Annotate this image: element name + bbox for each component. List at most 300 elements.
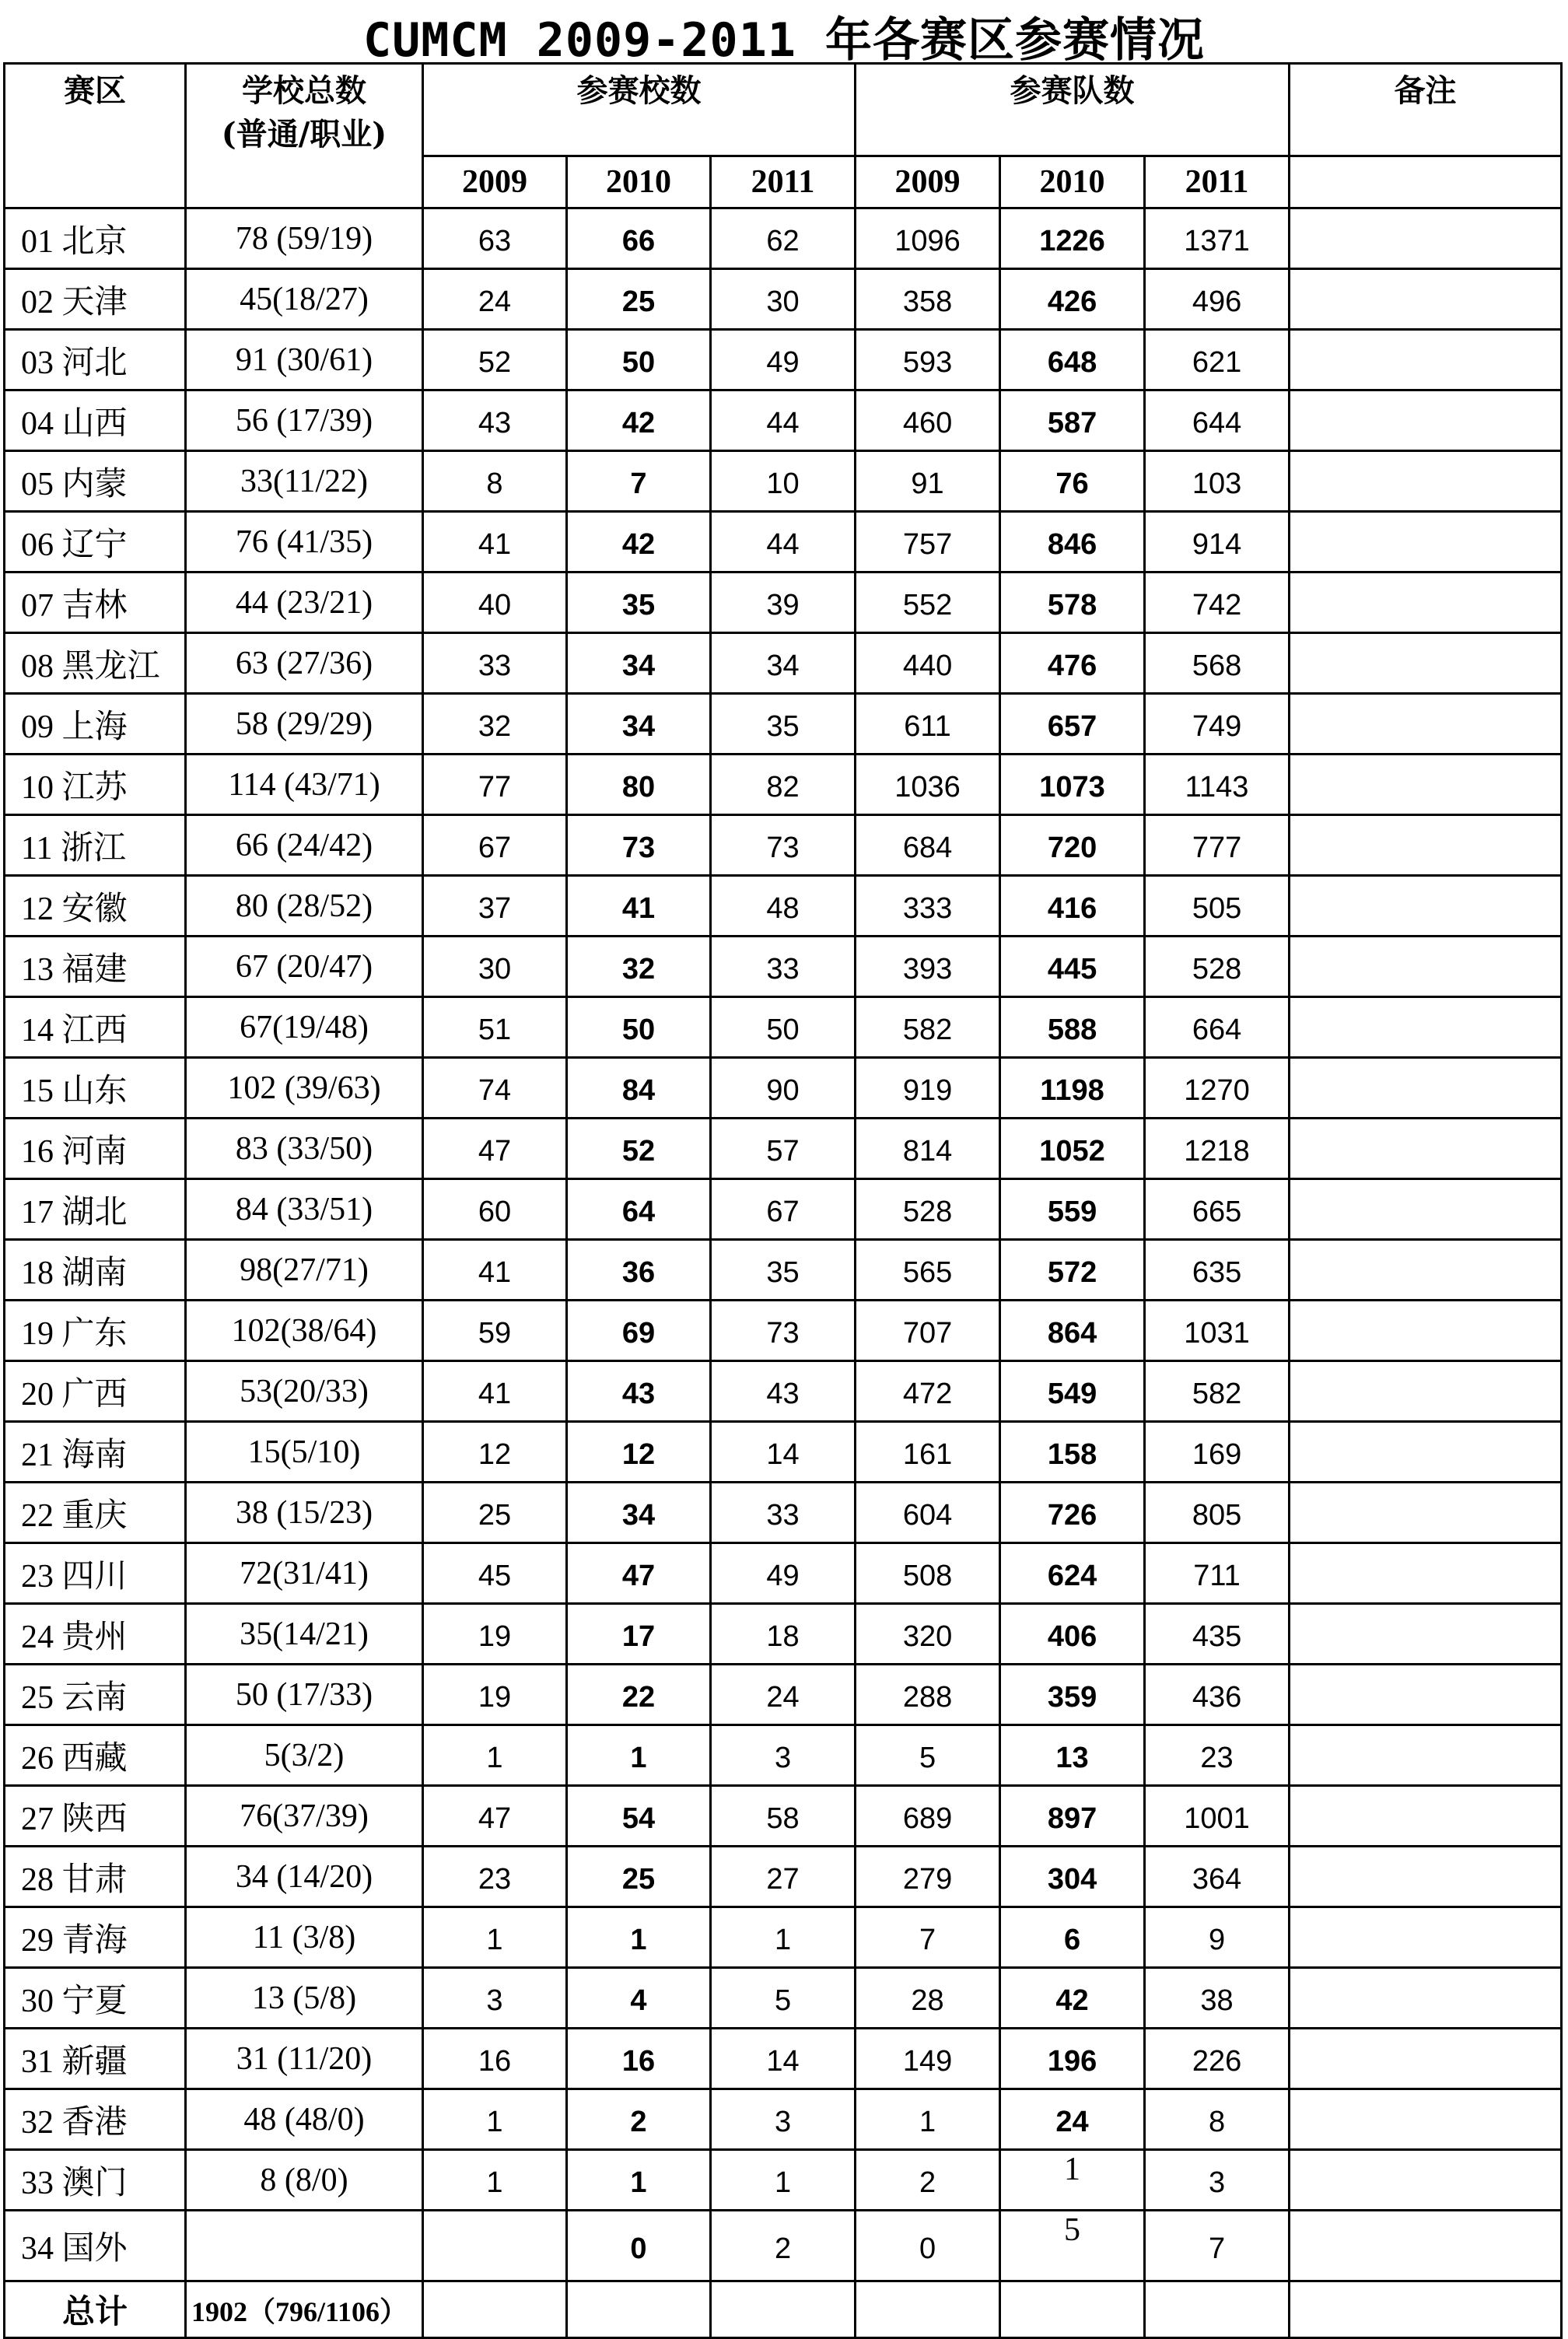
teams-2010-cell: 587 xyxy=(1000,390,1145,451)
schools-2010-cell: 0 xyxy=(567,2211,711,2281)
school-total-cell: 98(27/71) xyxy=(186,1240,423,1301)
school-total-cell: 50 (17/33) xyxy=(186,1665,423,1725)
school-total-cell: 80 (28/52) xyxy=(186,876,423,937)
header-schools-year-2010: 2010 xyxy=(567,156,711,208)
school-total-cell: 48 (48/0) xyxy=(186,2089,423,2150)
region-cell: 18 湖南 xyxy=(5,1240,186,1301)
table-row xyxy=(5,1604,1562,1665)
notes-cell xyxy=(1290,2211,1562,2281)
schools-2010-cell: 34 xyxy=(567,694,711,755)
teams-2010-cell: 76 xyxy=(1000,451,1145,512)
school-total-cell: 13 (5/8) xyxy=(186,1968,423,2029)
school-total-cell: 84 (33/51) xyxy=(186,1179,423,1240)
school-total-cell: 83 (33/50) xyxy=(186,1119,423,1179)
table-row xyxy=(5,572,1562,633)
schools-2009-cell: 41 xyxy=(423,512,567,572)
schools-2011-cell: 10 xyxy=(711,451,856,512)
school-total-cell: 63 (27/36) xyxy=(186,633,423,694)
teams-2009-cell: 279 xyxy=(856,1847,1000,1907)
teams-2009-cell: 2 xyxy=(856,2150,1000,2211)
schools-2009-cell: 51 xyxy=(423,997,567,1058)
school-total-cell: 76 (41/35) xyxy=(186,512,423,572)
teams-2009-cell: 440 xyxy=(856,633,1000,694)
school-total-cell: 114 (43/71) xyxy=(186,755,423,815)
teams-2011-cell: 1001 xyxy=(1145,1786,1290,1847)
region-cell: 24 贵州 xyxy=(5,1604,186,1665)
table-row xyxy=(5,1119,1562,1179)
region-cell: 17 湖北 xyxy=(5,1179,186,1240)
notes-cell xyxy=(1290,755,1562,815)
school-total-cell: 15(5/10) xyxy=(186,1422,423,1483)
schools-2010-cell: 84 xyxy=(567,1058,711,1119)
teams-2010-cell: 1052 xyxy=(1000,1119,1145,1179)
teams-2009-cell: 707 xyxy=(856,1301,1000,1361)
teams-2010-cell: 196 xyxy=(1000,2029,1145,2089)
total-empty-cell xyxy=(711,2281,856,2338)
teams-2009-cell: 528 xyxy=(856,1179,1000,1240)
table-row xyxy=(5,330,1562,390)
schools-2011-cell: 48 xyxy=(711,876,856,937)
region-cell: 20 广西 xyxy=(5,1361,186,1422)
schools-2009-cell: 40 xyxy=(423,572,567,633)
teams-2011-cell: 38 xyxy=(1145,1968,1290,2029)
notes-cell xyxy=(1290,390,1562,451)
teams-2010-cell: 578 xyxy=(1000,572,1145,633)
notes-cell xyxy=(1290,330,1562,390)
school-total-cell: 102(38/64) xyxy=(186,1301,423,1361)
teams-2010-cell: 6 xyxy=(1000,1907,1145,1968)
teams-2011-cell: 805 xyxy=(1145,1483,1290,1543)
total-empty-cell xyxy=(856,2281,1000,2338)
schools-2011-cell: 1 xyxy=(711,2150,856,2211)
teams-2009-cell: 28 xyxy=(856,1968,1000,2029)
teams-2011-cell: 169 xyxy=(1145,1422,1290,1483)
teams-2009-cell: 91 xyxy=(856,451,1000,512)
teams-2010-cell: 1 xyxy=(1000,2150,1145,2211)
notes-cell xyxy=(1290,1361,1562,1422)
school-total-cell: 102 (39/63) xyxy=(186,1058,423,1119)
schools-2011-cell: 3 xyxy=(711,1725,856,1786)
teams-2010-cell: 588 xyxy=(1000,997,1145,1058)
teams-2009-cell: 593 xyxy=(856,330,1000,390)
teams-2011-cell: 436 xyxy=(1145,1665,1290,1725)
region-cell: 03 河北 xyxy=(5,330,186,390)
schools-2011-cell: 50 xyxy=(711,997,856,1058)
school-total-cell xyxy=(186,2211,423,2281)
region-cell: 10 江苏 xyxy=(5,755,186,815)
schools-2009-cell: 32 xyxy=(423,694,567,755)
table-row xyxy=(5,1907,1562,1968)
table-row xyxy=(5,2211,1562,2281)
teams-2009-cell: 552 xyxy=(856,572,1000,633)
table-row xyxy=(5,1847,1562,1907)
table-row xyxy=(5,1240,1562,1301)
schools-2010-cell: 42 xyxy=(567,390,711,451)
schools-2009-cell: 45 xyxy=(423,1543,567,1604)
schools-2011-cell: 33 xyxy=(711,937,856,997)
region-cell: 26 西藏 xyxy=(5,1725,186,1786)
schools-2010-cell: 12 xyxy=(567,1422,711,1483)
schools-2009-cell: 30 xyxy=(423,937,567,997)
table-row xyxy=(5,1786,1562,1847)
notes-cell xyxy=(1290,1847,1562,1907)
region-cell: 14 江西 xyxy=(5,997,186,1058)
page-title: CUMCM 2009-2011 年各赛区参赛情况 xyxy=(363,13,1205,68)
schools-2009-cell: 25 xyxy=(423,1483,567,1543)
table-row xyxy=(5,1361,1562,1422)
total-schools: 1902（796/1106） xyxy=(186,2281,423,2338)
region-cell: 32 香港 xyxy=(5,2089,186,2150)
region-cell: 25 云南 xyxy=(5,1665,186,1725)
participation-table xyxy=(3,62,1563,2339)
teams-2009-cell: 7 xyxy=(856,1907,1000,1968)
schools-2009-cell: 1 xyxy=(423,2089,567,2150)
school-total-cell: 53(20/33) xyxy=(186,1361,423,1422)
region-cell: 12 安徽 xyxy=(5,876,186,937)
schools-2011-cell: 57 xyxy=(711,1119,856,1179)
school-total-cell: 31 (11/20) xyxy=(186,2029,423,2089)
school-total-cell: 5(3/2) xyxy=(186,1725,423,1786)
school-total-cell: 72(31/41) xyxy=(186,1543,423,1604)
region-cell: 30 宁夏 xyxy=(5,1968,186,2029)
region-cell: 11 浙江 xyxy=(5,815,186,876)
teams-2010-cell: 5 xyxy=(1000,2211,1145,2281)
teams-2011-cell: 496 xyxy=(1145,269,1290,330)
school-total-cell: 11 (3/8) xyxy=(186,1907,423,1968)
teams-2011-cell: 742 xyxy=(1145,572,1290,633)
teams-2010-cell: 158 xyxy=(1000,1422,1145,1483)
region-cell: 13 福建 xyxy=(5,937,186,997)
schools-2009-cell: 1 xyxy=(423,1725,567,1786)
region-cell: 31 新疆 xyxy=(5,2029,186,2089)
schools-2010-cell: 80 xyxy=(567,755,711,815)
schools-2010-cell: 73 xyxy=(567,815,711,876)
teams-2009-cell: 684 xyxy=(856,815,1000,876)
table-row xyxy=(5,755,1562,815)
teams-2011-cell: 3 xyxy=(1145,2150,1290,2211)
schools-2009-cell: 67 xyxy=(423,815,567,876)
header-schools-year-2009: 2009 xyxy=(423,156,567,208)
teams-2011-cell: 435 xyxy=(1145,1604,1290,1665)
notes-cell xyxy=(1290,937,1562,997)
table-row xyxy=(5,1058,1562,1119)
schools-2009-cell: 43 xyxy=(423,390,567,451)
schools-2011-cell: 49 xyxy=(711,1543,856,1604)
teams-2009-cell: 320 xyxy=(856,1604,1000,1665)
schools-2009-cell: 47 xyxy=(423,1786,567,1847)
header-region: 赛区 xyxy=(5,64,186,208)
table-row xyxy=(5,997,1562,1058)
teams-2010-cell: 559 xyxy=(1000,1179,1145,1240)
total-row xyxy=(5,2281,1562,2338)
school-total-cell: 34 (14/20) xyxy=(186,1847,423,1907)
notes-cell xyxy=(1290,1725,1562,1786)
region-cell: 21 海南 xyxy=(5,1422,186,1483)
schools-2009-cell: 77 xyxy=(423,755,567,815)
teams-2010-cell: 304 xyxy=(1000,1847,1145,1907)
teams-2010-cell: 549 xyxy=(1000,1361,1145,1422)
notes-cell xyxy=(1290,1665,1562,1725)
teams-2009-cell: 611 xyxy=(856,694,1000,755)
school-total-cell: 67 (20/47) xyxy=(186,937,423,997)
teams-2011-cell: 665 xyxy=(1145,1179,1290,1240)
schools-2011-cell: 24 xyxy=(711,1665,856,1725)
schools-2011-cell: 73 xyxy=(711,815,856,876)
notes-cell xyxy=(1290,269,1562,330)
teams-2010-cell: 648 xyxy=(1000,330,1145,390)
schools-2009-cell: 74 xyxy=(423,1058,567,1119)
schools-2011-cell: 73 xyxy=(711,1301,856,1361)
header-teams-year-2010: 2010 xyxy=(1000,156,1145,208)
schools-2011-cell: 44 xyxy=(711,512,856,572)
header-schools-year-2011: 2011 xyxy=(711,156,856,208)
header-notes: 备注 xyxy=(1290,64,1562,156)
schools-2009-cell: 63 xyxy=(423,208,567,269)
region-cell: 16 河南 xyxy=(5,1119,186,1179)
schools-2011-cell: 30 xyxy=(711,269,856,330)
schools-2009-cell: 33 xyxy=(423,633,567,694)
notes-cell xyxy=(1290,815,1562,876)
schools-2011-cell: 62 xyxy=(711,208,856,269)
total-empty-cell xyxy=(1000,2281,1145,2338)
notes-cell xyxy=(1290,997,1562,1058)
schools-2010-cell: 43 xyxy=(567,1361,711,1422)
schools-2009-cell: 19 xyxy=(423,1604,567,1665)
teams-2009-cell: 1 xyxy=(856,2089,1000,2150)
teams-2010-cell: 897 xyxy=(1000,1786,1145,1847)
schools-2011-cell: 82 xyxy=(711,755,856,815)
teams-2009-cell: 358 xyxy=(856,269,1000,330)
teams-2011-cell: 749 xyxy=(1145,694,1290,755)
schools-2010-cell: 35 xyxy=(567,572,711,633)
teams-2010-cell: 1226 xyxy=(1000,208,1145,269)
table-row xyxy=(5,633,1562,694)
schools-2010-cell: 32 xyxy=(567,937,711,997)
schools-2009-cell: 41 xyxy=(423,1361,567,1422)
schools-2010-cell: 50 xyxy=(567,330,711,390)
notes-cell xyxy=(1290,512,1562,572)
teams-2009-cell: 149 xyxy=(856,2029,1000,2089)
schools-2009-cell: 23 xyxy=(423,1847,567,1907)
schools-2010-cell: 2 xyxy=(567,2089,711,2150)
schools-2011-cell: 43 xyxy=(711,1361,856,1422)
school-total-cell: 67(19/48) xyxy=(186,997,423,1058)
table-row xyxy=(5,815,1562,876)
teams-2009-cell: 757 xyxy=(856,512,1000,572)
region-cell: 01 北京 xyxy=(5,208,186,269)
total-empty-cell xyxy=(1145,2281,1290,2338)
schools-2011-cell: 58 xyxy=(711,1786,856,1847)
table-row xyxy=(5,876,1562,937)
schools-2009-cell: 8 xyxy=(423,451,567,512)
teams-2011-cell: 9 xyxy=(1145,1907,1290,1968)
teams-2011-cell: 568 xyxy=(1145,633,1290,694)
header-teams-year-2011: 2011 xyxy=(1145,156,1290,208)
schools-2010-cell: 34 xyxy=(567,633,711,694)
teams-2010-cell: 476 xyxy=(1000,633,1145,694)
notes-cell xyxy=(1290,694,1562,755)
header-teams-year-2009: 2009 xyxy=(856,156,1000,208)
schools-2011-cell: 34 xyxy=(711,633,856,694)
teams-2010-cell: 864 xyxy=(1000,1301,1145,1361)
teams-2010-cell: 624 xyxy=(1000,1543,1145,1604)
table-row xyxy=(5,1665,1562,1725)
schools-2011-cell: 14 xyxy=(711,2029,856,2089)
school-total-cell: 8 (8/0) xyxy=(186,2150,423,2211)
region-cell: 06 辽宁 xyxy=(5,512,186,572)
notes-cell xyxy=(1290,572,1562,633)
notes-cell xyxy=(1290,1968,1562,2029)
notes-cell xyxy=(1290,451,1562,512)
notes-cell xyxy=(1290,1422,1562,1483)
schools-2010-cell: 47 xyxy=(567,1543,711,1604)
school-total-cell: 78 (59/19) xyxy=(186,208,423,269)
table-row xyxy=(5,2029,1562,2089)
teams-2011-cell: 664 xyxy=(1145,997,1290,1058)
schools-2011-cell: 18 xyxy=(711,1604,856,1665)
schools-2011-cell: 90 xyxy=(711,1058,856,1119)
schools-2009-cell: 37 xyxy=(423,876,567,937)
total-label: 总计 xyxy=(5,2281,186,2338)
teams-2011-cell: 23 xyxy=(1145,1725,1290,1786)
schools-2009-cell: 1 xyxy=(423,1907,567,1968)
teams-2009-cell: 333 xyxy=(856,876,1000,937)
region-cell: 09 上海 xyxy=(5,694,186,755)
schools-2010-cell: 42 xyxy=(567,512,711,572)
teams-2010-cell: 720 xyxy=(1000,815,1145,876)
schools-2011-cell: 49 xyxy=(711,330,856,390)
teams-2009-cell: 472 xyxy=(856,1361,1000,1422)
schools-2010-cell: 34 xyxy=(567,1483,711,1543)
notes-cell xyxy=(1290,1301,1562,1361)
table-row xyxy=(5,1422,1562,1483)
header-notes-blank xyxy=(1290,156,1562,208)
teams-2009-cell: 604 xyxy=(856,1483,1000,1543)
schools-2010-cell: 64 xyxy=(567,1179,711,1240)
notes-cell xyxy=(1290,2029,1562,2089)
notes-cell xyxy=(1290,2150,1562,2211)
total-empty-cell xyxy=(567,2281,711,2338)
header-school-total-line2: (普通/职业) xyxy=(221,116,387,152)
notes-cell xyxy=(1290,1119,1562,1179)
teams-2010-cell: 657 xyxy=(1000,694,1145,755)
school-total-cell: 45(18/27) xyxy=(186,269,423,330)
table-row xyxy=(5,512,1562,572)
region-cell: 15 山东 xyxy=(5,1058,186,1119)
schools-2010-cell: 69 xyxy=(567,1301,711,1361)
schools-2010-cell: 22 xyxy=(567,1665,711,1725)
schools-2010-cell: 7 xyxy=(567,451,711,512)
header-participating-schools: 参赛校数 xyxy=(423,64,856,156)
schools-2010-cell: 41 xyxy=(567,876,711,937)
table-row xyxy=(5,1968,1562,2029)
table-row xyxy=(5,390,1562,451)
school-total-cell: 44 (23/21) xyxy=(186,572,423,633)
teams-2009-cell: 0 xyxy=(856,2211,1000,2281)
teams-2010-cell: 359 xyxy=(1000,1665,1145,1725)
region-cell: 05 内蒙 xyxy=(5,451,186,512)
schools-2010-cell: 1 xyxy=(567,1907,711,1968)
teams-2009-cell: 508 xyxy=(856,1543,1000,1604)
notes-cell xyxy=(1290,1179,1562,1240)
schools-2011-cell: 67 xyxy=(711,1179,856,1240)
teams-2010-cell: 1198 xyxy=(1000,1058,1145,1119)
teams-2011-cell: 8 xyxy=(1145,2089,1290,2150)
notes-cell xyxy=(1290,208,1562,269)
region-cell: 28 甘肃 xyxy=(5,1847,186,1907)
teams-2009-cell: 5 xyxy=(856,1725,1000,1786)
schools-2010-cell: 25 xyxy=(567,1847,711,1907)
notes-cell xyxy=(1290,1483,1562,1543)
region-cell: 23 四川 xyxy=(5,1543,186,1604)
teams-2011-cell: 364 xyxy=(1145,1847,1290,1907)
teams-2009-cell: 565 xyxy=(856,1240,1000,1301)
teams-2011-cell: 1270 xyxy=(1145,1058,1290,1119)
teams-2010-cell: 1073 xyxy=(1000,755,1145,815)
teams-2011-cell: 505 xyxy=(1145,876,1290,937)
schools-2009-cell: 59 xyxy=(423,1301,567,1361)
teams-2010-cell: 42 xyxy=(1000,1968,1145,2029)
teams-2011-cell: 621 xyxy=(1145,330,1290,390)
teams-2011-cell: 1031 xyxy=(1145,1301,1290,1361)
teams-2010-cell: 416 xyxy=(1000,876,1145,937)
schools-2010-cell: 66 xyxy=(567,208,711,269)
teams-2010-cell: 846 xyxy=(1000,512,1145,572)
schools-2009-cell: 12 xyxy=(423,1422,567,1483)
table-row xyxy=(5,1725,1562,1786)
teams-2010-cell: 572 xyxy=(1000,1240,1145,1301)
table-row xyxy=(5,694,1562,755)
schools-2011-cell: 44 xyxy=(711,390,856,451)
teams-2011-cell: 635 xyxy=(1145,1240,1290,1301)
teams-2009-cell: 689 xyxy=(856,1786,1000,1847)
region-cell: 19 广东 xyxy=(5,1301,186,1361)
school-total-cell: 38 (15/23) xyxy=(186,1483,423,1543)
teams-2011-cell: 1371 xyxy=(1145,208,1290,269)
region-cell: 33 澳门 xyxy=(5,2150,186,2211)
teams-2010-cell: 426 xyxy=(1000,269,1145,330)
schools-2009-cell: 3 xyxy=(423,1968,567,2029)
teams-2011-cell: 777 xyxy=(1145,815,1290,876)
schools-2011-cell: 2 xyxy=(711,2211,856,2281)
region-cell: 02 天津 xyxy=(5,269,186,330)
header-school-total xyxy=(186,64,423,208)
table-row xyxy=(5,451,1562,512)
schools-2009-cell: 19 xyxy=(423,1665,567,1725)
schools-2011-cell: 1 xyxy=(711,1907,856,1968)
table-row xyxy=(5,1179,1562,1240)
schools-2010-cell: 50 xyxy=(567,997,711,1058)
schools-2011-cell: 3 xyxy=(711,2089,856,2150)
teams-2009-cell: 919 xyxy=(856,1058,1000,1119)
teams-2009-cell: 814 xyxy=(856,1119,1000,1179)
schools-2011-cell: 5 xyxy=(711,1968,856,2029)
table-row xyxy=(5,1483,1562,1543)
table-row xyxy=(5,208,1562,269)
schools-2009-cell: 16 xyxy=(423,2029,567,2089)
schools-2011-cell: 35 xyxy=(711,694,856,755)
notes-cell xyxy=(1290,1240,1562,1301)
schools-2009-cell: 52 xyxy=(423,330,567,390)
school-total-cell: 58 (29/29) xyxy=(186,694,423,755)
notes-cell xyxy=(1290,1058,1562,1119)
schools-2011-cell: 14 xyxy=(711,1422,856,1483)
schools-2011-cell: 33 xyxy=(711,1483,856,1543)
total-empty-cell xyxy=(1290,2281,1562,2338)
schools-2009-cell xyxy=(423,2211,567,2281)
schools-2011-cell: 27 xyxy=(711,1847,856,1907)
teams-2011-cell: 1218 xyxy=(1145,1119,1290,1179)
